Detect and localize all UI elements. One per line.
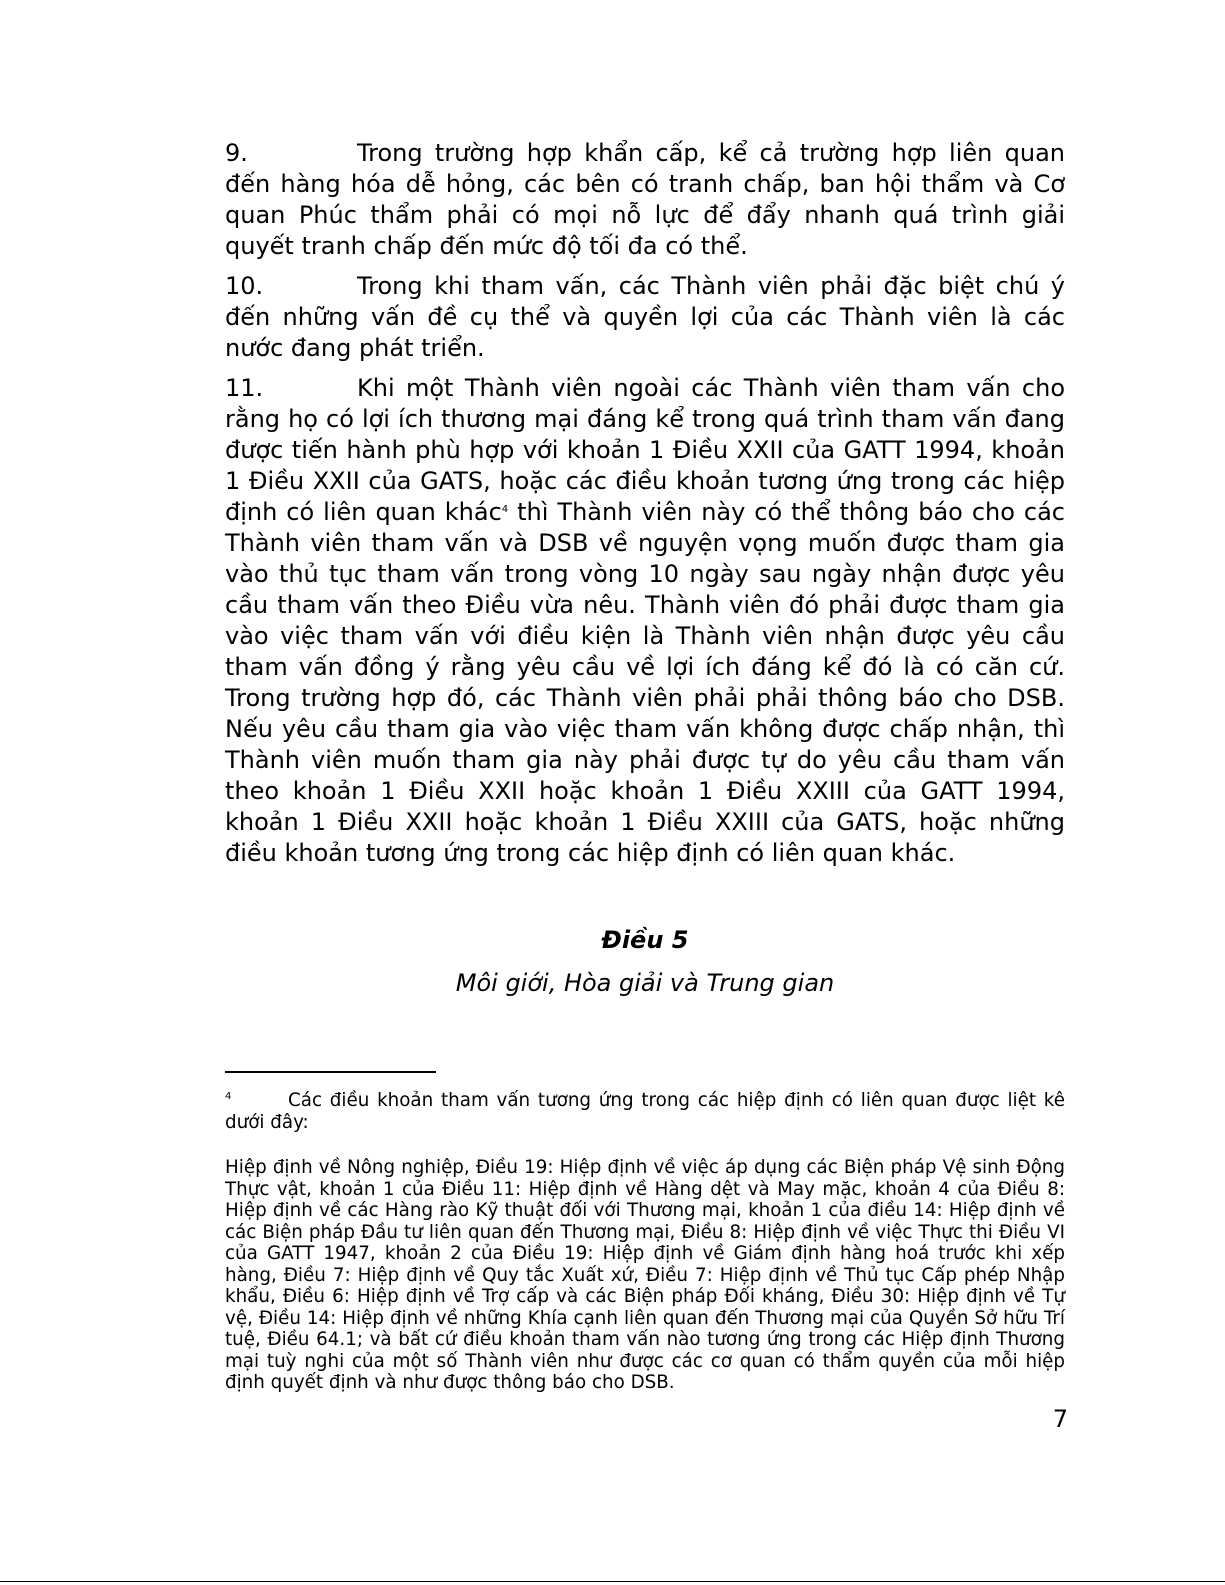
page-number: 7 xyxy=(1052,1405,1068,1433)
paragraph-text: Trong khi tham vấn, các Thành viên phải đặc biệt chú ý đến những vấn đề cụ thể và quyền lợi của các Thành viên là các nước đang phát triển. xyxy=(225,272,1065,362)
article-title: Điều 5 xyxy=(601,926,689,954)
article-subtitle: Môi giới, Hòa giải và Trung gian xyxy=(455,969,835,997)
body-text xyxy=(225,138,1065,878)
footnote-reference[interactable]: 4 xyxy=(501,504,509,515)
paragraph-text-continued: thì Thành viên này có thể thông báo cho các Thành viên tham vấn và DSB về nguyện vọng muốn được tham gia vào thủ tục tham vấn trong vòng 10 ngày sau ngày nhận được yêu cầu tham vấn theo Điều vừa nêu. Thành viên đó phải được tham gia vào việc tham vấn với điều kiện là Thành viên nhận được yêu cầu tham vấn đồng ý rằng yêu cầu về lợi ích đáng kể đó là có căn cứ. Trong trường hợp đó, các Thành viên phải phải thông báo cho DSB. Nếu yêu cầu tham gia vào việc tham vấn không được chấp nhận, thì Thành viên muốn tham gia này phải được tự do yêu cầu tham vấn theo khoản 1 Điều XXII hoặc khoản 1 Điều XXIII của GATT 1994, khoản 1 Điều XXII hoặc khoản 1 Điều XXIII của GATS, hoặc những điều khoản tương ứng trong các hiệp định có liên quan khác. xyxy=(225,498,1066,867)
footnote-intro: Các điều khoản tham vấn tương ứng trong các hiệp định có liên quan được liệt kê dưới đây: xyxy=(225,1090,1065,1133)
paragraph-text: Khi một Thành viên ngoài các Thành viên tham vấn cho rằng họ có lợi ích thương mại đáng kể trong quá trình tham vấn đang được tiến hành phù hợp với khoản 1 Điều XXII của GATT 1994, khoản 1 Điều XXII của GATS, hoặc các điều khoản tương ứng trong các hiệp định có liên quan khác xyxy=(225,374,1065,526)
paragraph-text: Trong trường hợp khẩn cấp, kể cả trường hợp liên quan đến hàng hóa dễ hỏng, các bên có tranh chấp, ban hội thẩm và Cơ quan Phúc thẩm phải có mọi nỗ lực để đẩy nhanh quá trình giải quyết tranh chấp đến mức độ tối đa có thể. xyxy=(225,139,1065,260)
page-bottom-rule xyxy=(0,1581,1225,1582)
paragraph-10 xyxy=(225,271,1065,364)
paragraph-number: 10. xyxy=(225,272,264,300)
paragraph-number: 9. xyxy=(225,139,248,167)
footnote-agreements-list: Hiệp định về Nông nghiệp, Điều 19: Hiệp định về việc áp dụng các Biện pháp Vệ sinh Động Thực vật, khoản 1 của Điều 11: Hiệp định về Hàng dệt và May mặc, khoản 4 của Điều 8: Hiệp định về các Hàng rào Kỹ thuật đối với Thương mại, khoản 1 của điều 14: Hiệp định về các Biện pháp Đầu tư liên quan đến Thương mại, Điều 8: Hiệp định về việc Thực thi Điều VI của GATT 1947, khoản 2 của Điều 19: Hiệp định về Giám định hàng hoá trước khi xếp hàng, Điều 7: Hiệp định về Quy tắc Xuất xứ, Điều 7: Hiệp định về Thủ tục Cấp phép Nhập khẩu, Điều 6: Hiệp định về Trợ cấp và các Biện pháp Đối kháng, Điều 30: Hiệp định về Tự vệ, Điều 14: Hiệp định về những Khía cạnh liên quan đến Thương mại của Quyền Sở hữu Trí tuệ, Điều 64.1; và bất cứ điều khoản tham vấn nào tương ứng trong các Hiệp định Thương mại tuỳ nghi của một số Thành viên như được các cơ quan có thẩm quyền của mỗi hiệp định quyết định và như được thông báo cho DSB. xyxy=(225,1157,1065,1393)
paragraph-number: 11. xyxy=(225,374,264,402)
footnote-separator xyxy=(225,1071,436,1073)
paragraph-9 xyxy=(225,138,1065,262)
paragraph-11 xyxy=(225,373,1065,869)
footnote: 4 Các điều khoản tham vấn tương ứng trong các hiệp định có liên quan được liệt kê dưới đây: xyxy=(225,1090,1065,1133)
